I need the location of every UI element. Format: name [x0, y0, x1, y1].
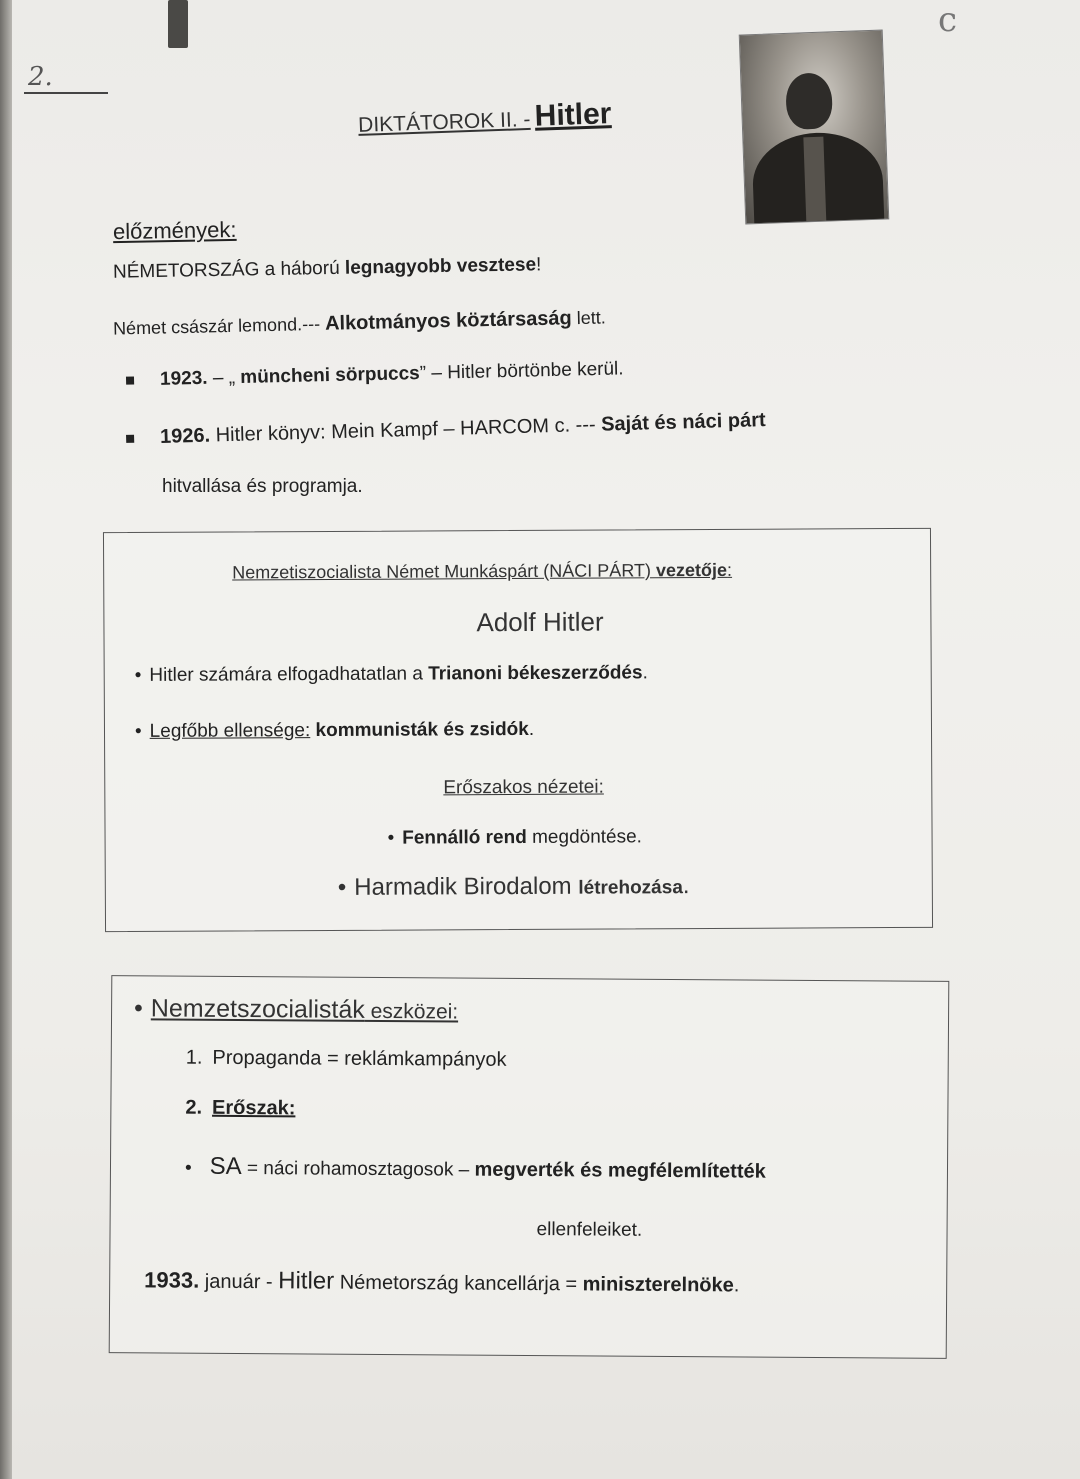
- bullet-dot: •: [134, 664, 142, 687]
- section-heading-elozmenyek: előzmények:: [112, 216, 237, 245]
- binder-edge: [0, 0, 12, 1479]
- box2-heading-a: Nemzetszocialisták: [150, 994, 365, 1024]
- bullet1-b: Trianoni békeszerződés: [428, 662, 643, 685]
- box2-sa-line: [185, 1153, 766, 1185]
- bullet2-c: .: [528, 718, 535, 740]
- line1-part-a: NÉMETORSZÁG a háború: [112, 257, 346, 283]
- leader-name: Adolf Hitler: [476, 606, 604, 638]
- view-third-reich: [338, 872, 690, 902]
- final-c: miniszterelnöke: [582, 1273, 734, 1297]
- bullet-dot: •: [184, 1157, 192, 1179]
- item2-text: Erőszak:: [212, 1096, 296, 1120]
- bullet-square: [126, 434, 134, 442]
- view1-a: megdöntése.: [526, 826, 642, 848]
- nazi-tools-box: [109, 975, 950, 1359]
- item2-num: 2.: [185, 1096, 203, 1119]
- box2-sa-continuation: ellenfeleiket.: [536, 1219, 643, 1241]
- sa-a: SA: [209, 1152, 242, 1180]
- bullet2-a: Legfőbb ellensége:: [149, 720, 311, 742]
- view2-a: Harmadik Birodalom: [354, 872, 579, 901]
- item-part-c: ” – Hitler börtönbe kerül.: [419, 358, 624, 384]
- page-mark: 2.: [28, 62, 53, 92]
- view-overthrow: [388, 826, 642, 849]
- final-year: 1933.: [144, 1267, 200, 1293]
- box1-heading-c: :: [726, 559, 733, 580]
- final-b: Németország kancellárja =: [334, 1271, 583, 1296]
- photo-figure-head: [785, 72, 833, 130]
- box1-heading-a: Nemzetiszocialista Német Munkáspárt (NÁCI PÁRT): [232, 560, 657, 583]
- bullet1-c: .: [642, 662, 648, 684]
- photo-figure-lapel: [803, 137, 826, 222]
- box1-heading-b: vezetője: [655, 559, 728, 581]
- corner-scribble: c: [938, 0, 958, 40]
- box1-bullet-enemies: [135, 719, 534, 743]
- sa-c: megverték és megfélemlítették: [474, 1158, 766, 1183]
- item1-text: Propaganda = reklámkampányok: [212, 1046, 507, 1071]
- sa-b: = náci rohamosztagosok –: [241, 1157, 475, 1181]
- title-prefix: DIKTÁTOROK II. -: [357, 107, 531, 137]
- bullet-dot: •: [337, 873, 347, 901]
- page-mark-underline: [24, 92, 108, 94]
- item-part-a: Hitler könyv: Mein Kampf – HARCOM c. ---: [209, 413, 602, 447]
- violent-views-heading: Erőszakos nézetei:: [443, 776, 604, 799]
- bullet-square: [126, 376, 134, 384]
- box2-heading: [134, 994, 458, 1025]
- final-a: január -: [199, 1270, 279, 1294]
- line2-part-c: lett.: [571, 307, 606, 329]
- binder-clip: [168, 0, 188, 48]
- item1-num: 1.: [185, 1046, 203, 1069]
- list-item-1926-continuation: hitvallása és programja.: [162, 476, 363, 497]
- box2-heading-b: eszközei:: [364, 999, 459, 1024]
- bullet2-b: kommunisták és zsidók: [310, 718, 529, 742]
- view2-b: létrehozása: [578, 877, 683, 899]
- box1-heading: [232, 560, 732, 584]
- box2-item-propaganda: [186, 1047, 507, 1072]
- box2-final-1933: [144, 1266, 739, 1298]
- item-part-a: – „: [207, 367, 241, 389]
- line2-part-b: Alkotmányos köztársaság: [324, 307, 573, 335]
- final-name: Hitler: [278, 1267, 335, 1295]
- portrait-photo: [739, 30, 890, 225]
- bullet-dot: •: [134, 720, 142, 743]
- item-part-b: müncheni sörpuccs: [240, 362, 420, 389]
- nazi-party-leader-box: [103, 528, 933, 932]
- box1-bullet-trianon: [135, 662, 648, 687]
- line1-part-b: legnagyobb vesztese: [344, 254, 537, 279]
- box2-item-violence: [185, 1097, 295, 1121]
- view1-b: Fennálló rend: [402, 826, 527, 849]
- bullet1-a: Hitler számára elfogadhatatlan a: [149, 663, 429, 686]
- line2-part-a: Német császár lemond.---: [112, 313, 326, 339]
- item-year: 1926.: [159, 424, 211, 448]
- bullet-dot: •: [134, 994, 143, 1023]
- title-name: Hitler: [534, 97, 612, 133]
- item-part-b: Saját és náci párt: [600, 409, 766, 436]
- final-d: .: [733, 1274, 740, 1297]
- item-year: 1923.: [159, 367, 208, 390]
- line1-part-c: !: [535, 254, 542, 276]
- bullet-dot: •: [387, 827, 395, 849]
- view2-c: .: [682, 872, 690, 900]
